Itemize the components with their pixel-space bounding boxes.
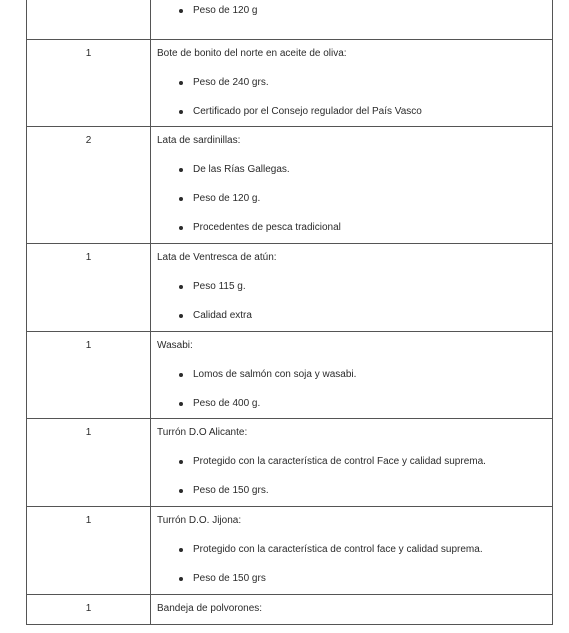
bullet-text: Peso de 150 grs.	[193, 485, 269, 496]
bullet-item	[157, 573, 552, 585]
bullet-text: Peso de 240 grs.	[193, 77, 269, 88]
bullet-icon	[179, 577, 183, 581]
bullet-list	[157, 164, 552, 234]
bullet-text: Peso de 400 g.	[193, 398, 261, 409]
description-cell	[151, 0, 553, 40]
bullet-text: Peso de 150 grs	[193, 573, 266, 584]
table-row	[27, 332, 553, 419]
products-table	[26, 0, 553, 625]
bullet-item	[157, 398, 552, 410]
bullet-item	[157, 369, 552, 381]
bullet-list	[157, 456, 552, 497]
bullet-text: Calidad extra	[193, 310, 252, 321]
bullet-icon	[179, 373, 183, 377]
bullet-icon	[179, 168, 183, 172]
bullet-icon	[179, 110, 183, 114]
bullet-item	[157, 222, 552, 234]
bullet-icon	[179, 402, 183, 406]
bullet-list	[157, 281, 552, 322]
bullet-text: Peso de 120 g.	[193, 193, 261, 204]
description-cell	[151, 332, 553, 419]
quantity-cell	[27, 0, 151, 40]
table-row	[27, 244, 553, 332]
bullet-list	[157, 544, 552, 585]
bullet-icon	[179, 226, 183, 230]
bullet-item	[157, 310, 552, 322]
bullet-text: Certificado por el Consejo regulador del País Vasco	[193, 106, 422, 117]
item-title: Turrón D.O Alicante:	[157, 427, 248, 438]
description-cell	[151, 419, 553, 507]
quantity-cell: 1	[27, 507, 151, 595]
quantity-cell: 2	[27, 127, 151, 244]
bullet-icon	[179, 548, 183, 552]
bullet-list	[157, 369, 552, 410]
bullet-item	[157, 5, 552, 17]
bullet-icon	[179, 489, 183, 493]
bullet-item	[157, 164, 552, 176]
description-cell	[151, 507, 553, 595]
table-row	[27, 40, 553, 127]
bullet-text: Protegido con la característica de control face y calidad suprema.	[193, 544, 483, 555]
item-title: Turrón D.O. Jijona:	[157, 515, 242, 526]
quantity-cell: 1	[27, 40, 151, 127]
bullet-item	[157, 456, 552, 468]
item-title: Bandeja de polvorones:	[157, 603, 263, 614]
bullet-text: Lomos de salmón con soja y wasabi.	[193, 369, 357, 380]
quantity-cell: 1	[27, 595, 151, 625]
bullet-icon	[179, 460, 183, 464]
bullet-icon	[179, 285, 183, 289]
bullet-text: Peso de 120 g	[193, 5, 258, 16]
description-cell	[151, 127, 553, 244]
quantity-cell: 1	[27, 419, 151, 507]
bullet-icon	[179, 314, 183, 318]
bullet-text: Peso 115 g.	[193, 281, 246, 292]
bullet-item	[157, 544, 552, 556]
quantity-cell: 1	[27, 244, 151, 332]
item-title: Lata de sardinillas:	[157, 135, 241, 146]
bullet-icon	[179, 197, 183, 201]
item-title: Lata de Ventresca de atún:	[157, 252, 277, 263]
bullet-icon	[179, 81, 183, 85]
bullet-item	[157, 281, 552, 293]
bullet-text: Procedentes de pesca tradicional	[193, 222, 341, 233]
description-cell	[151, 40, 553, 127]
quantity-cell: 1	[27, 332, 151, 419]
bullet-item	[157, 193, 552, 205]
description-cell	[151, 244, 553, 332]
table-row	[27, 419, 553, 507]
products-table-body	[27, 0, 553, 625]
item-title: Bote de bonito del norte en aceite de oliva:	[157, 48, 347, 59]
table-row	[27, 0, 553, 40]
bullet-text: De las Rías Gallegas.	[193, 164, 290, 175]
bullet-icon	[179, 9, 183, 13]
bullet-list	[157, 77, 552, 118]
bullet-item	[157, 485, 552, 497]
table-row	[27, 595, 553, 625]
item-title: Wasabi:	[157, 340, 193, 351]
description-cell	[151, 595, 553, 625]
table-row	[27, 127, 553, 244]
bullet-text: Protegido con la característica de control Face y calidad suprema.	[193, 456, 486, 467]
bullet-list	[157, 5, 552, 17]
bullet-item	[157, 106, 552, 118]
bullet-item	[157, 77, 552, 89]
table-row	[27, 507, 553, 595]
